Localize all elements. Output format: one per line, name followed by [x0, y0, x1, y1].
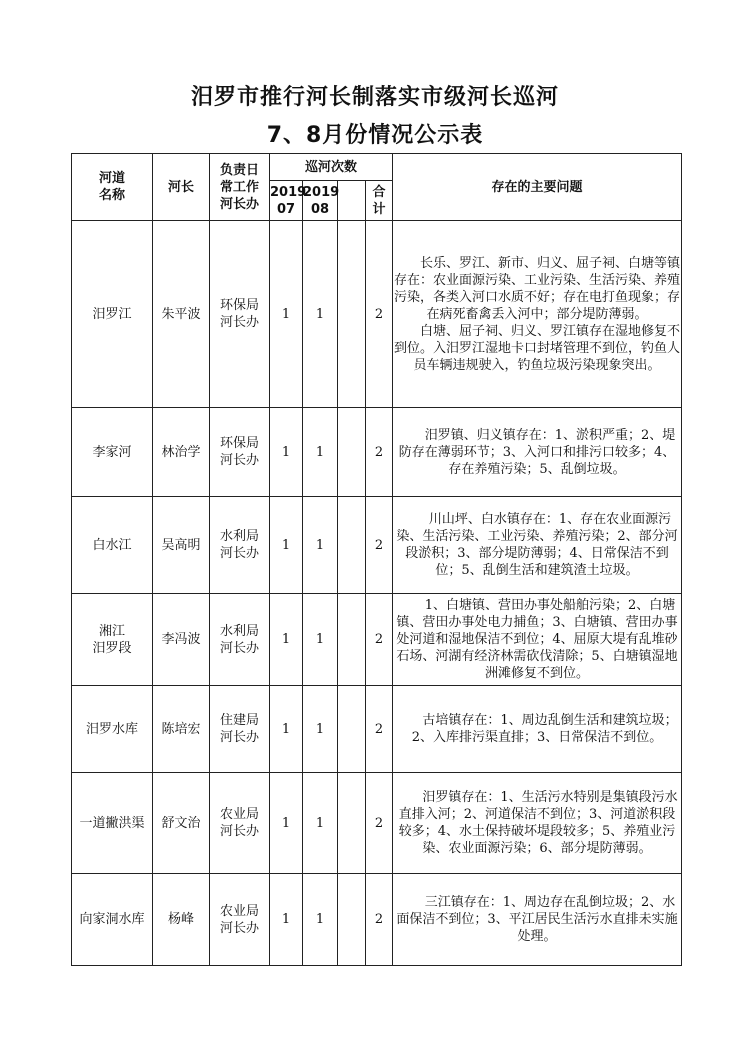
header-chief: 河长 — [153, 154, 210, 221]
river-name: 湘江 汨罗段 — [72, 594, 153, 686]
river-chief: 林治学 — [153, 408, 210, 497]
main-issues: 汨罗镇存在：1、生活污水特别是集镇段污水直排入河；2、河道保洁不到位；3、河道淤积段较多；4、水土保持破坏堤段较多；5、养殖业污染、农业面源污染；6、部分堤防薄弱。 — [393, 773, 682, 874]
patrol-blank — [338, 408, 366, 497]
patrol-08: 1 — [303, 773, 338, 874]
patrol-07: 1 — [270, 773, 303, 874]
patrol-blank — [338, 686, 366, 773]
responsible-office: 住建局 河长办 — [210, 686, 270, 773]
responsible-office: 环保局 河长办 — [210, 221, 270, 408]
header-blank — [338, 181, 366, 221]
main-issues: 汨罗镇、归义镇存在：1、淤积严重；2、堤防存在薄弱环节；3、入河口和排污口较多；4、存在养殖污染；5、乱倒垃圾。 — [393, 408, 682, 497]
patrol-08: 1 — [303, 408, 338, 497]
river-name: 白水江 — [72, 497, 153, 594]
header-total: 合 计 — [366, 181, 393, 221]
patrol-07: 1 — [270, 221, 303, 408]
river-name: 汨罗江 — [72, 221, 153, 408]
responsible-office: 水利局 河长办 — [210, 594, 270, 686]
river-name: 向家洞水库 — [72, 874, 153, 966]
river-chief: 陈培宏 — [153, 686, 210, 773]
table-row — [72, 686, 682, 773]
table-row — [72, 594, 682, 686]
main-issues: 古培镇存在：1、周边乱倒生活和建筑垃圾；2、入库排污渠直排；3、日常保洁不到位。 — [393, 686, 682, 773]
responsible-office: 水利局 河长办 — [210, 497, 270, 594]
river-chief: 李冯波 — [153, 594, 210, 686]
table-row — [72, 773, 682, 874]
patrol-08: 1 — [303, 221, 338, 408]
river-name: 一道撇洪渠 — [72, 773, 153, 874]
patrol-total: 2 — [366, 497, 393, 594]
title-line-1: 汨罗市推行河长制落实市级河长巡河 — [190, 85, 559, 110]
patrol-08: 1 — [303, 686, 338, 773]
patrol-08: 1 — [303, 874, 338, 966]
patrol-total: 2 — [366, 594, 393, 686]
patrol-total: 2 — [366, 686, 393, 773]
header-month-08: 2019 08 — [303, 181, 338, 221]
header-patrol-count: 巡河次数 — [270, 154, 393, 181]
main-issues: 川山坪、白水镇存在：1、存在农业面源污染、生活污染、工业污染、养殖污染；2、部分河段淤积；3、部分堤防薄弱；4、日常保洁不到位；5、乱倒生活和建筑渣土垃圾。 — [393, 497, 682, 594]
patrol-blank — [338, 773, 366, 874]
patrol-08: 1 — [303, 497, 338, 594]
patrol-total: 2 — [366, 773, 393, 874]
patrol-total: 2 — [366, 874, 393, 966]
header-month-07: 2019 07 — [270, 181, 303, 221]
table-row — [72, 221, 682, 408]
patrol-08: 1 — [303, 594, 338, 686]
header-river-name: 河道 名称 — [72, 154, 153, 221]
table-row — [72, 874, 682, 966]
river-chief: 舒文治 — [153, 773, 210, 874]
table-row — [72, 408, 682, 497]
patrol-blank — [338, 594, 366, 686]
responsible-office: 农业局 河长办 — [210, 874, 270, 966]
river-name: 汨罗水库 — [72, 686, 153, 773]
river-name: 李家河 — [72, 408, 153, 497]
header-office: 负责日 常工作 河长办 — [210, 154, 270, 221]
patrol-07: 1 — [270, 874, 303, 966]
river-chief: 杨峰 — [153, 874, 210, 966]
patrol-07: 1 — [270, 497, 303, 594]
main-issues: 1、白塘镇、营田办事处船舶污染；2、白塘镇、营田办事处电力捕鱼；3、白塘镇、营田办事处河道和湿地保洁不到位；4、屈原大堤有乱堆砂石场、河湖有经济林需砍伐清除；5、白塘镇湿地洲滩修复不到位。 — [393, 594, 682, 686]
patrol-table — [71, 153, 682, 966]
patrol-blank — [338, 874, 366, 966]
main-issues: 三江镇存在：1、周边存在乱倒垃圾；2、水面保洁不到位；3、平江居民生活污水直排未实施处理。 — [393, 874, 682, 966]
river-chief: 朱平波 — [153, 221, 210, 408]
title-line-2: 7、8月份情况公示表 — [266, 123, 484, 148]
patrol-total: 2 — [366, 221, 393, 408]
patrol-07: 1 — [270, 408, 303, 497]
river-chief: 吴高明 — [153, 497, 210, 594]
patrol-blank — [338, 497, 366, 594]
main-issues: 长乐、罗江、新市、归义、屈子祠、白塘等镇存在：农业面源污染、工业污染、生活污染、养殖污染，各类入河口水质不好；存在电打鱼现象；存在病死畜禽丢入河中；部分堤防薄弱。 白塘、屈子祠、归义、罗江镇存在湿地修复不到位。入汨罗江湿地卡口封堵管理不到位，钓鱼人员车辆违规驶入，钓鱼垃圾污染现象突出。 — [393, 221, 682, 408]
patrol-07: 1 — [270, 686, 303, 773]
patrol-total: 2 — [366, 408, 393, 497]
patrol-07: 1 — [270, 594, 303, 686]
table-row — [72, 497, 682, 594]
header-issues: 存在的主要问题 — [393, 154, 682, 221]
responsible-office: 环保局 河长办 — [210, 408, 270, 497]
responsible-office: 农业局 河长办 — [210, 773, 270, 874]
patrol-blank — [338, 221, 366, 408]
